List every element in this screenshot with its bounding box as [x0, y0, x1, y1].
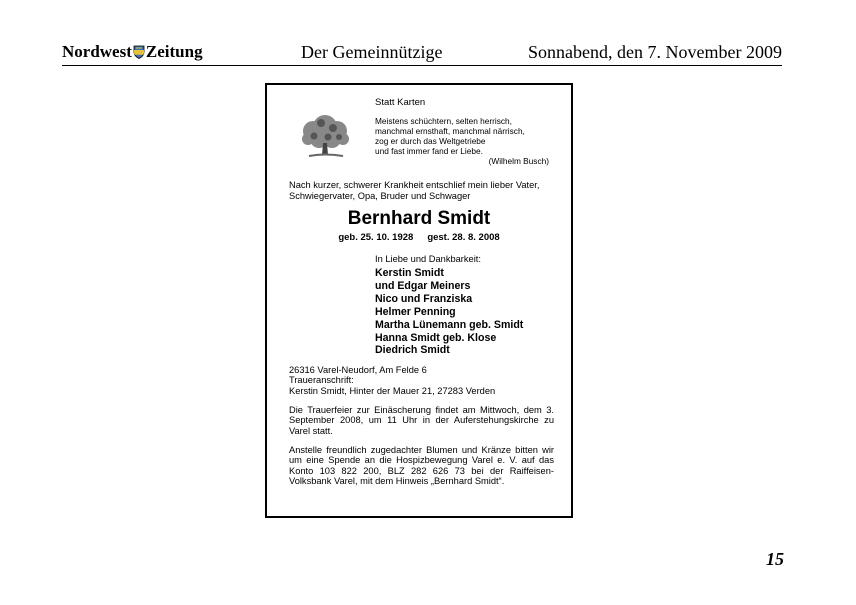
- verse-line: zog er durch das Weltgetriebe: [375, 136, 486, 147]
- mourner-name: Diedrich Smidt: [375, 344, 450, 357]
- poem-verse: [375, 116, 555, 166]
- crest-icon: [133, 45, 145, 59]
- obituary-notice: [265, 83, 573, 518]
- funeral-info-paragraph: Die Trauerfeier zur Einäscherung findet am Mittwoch, dem 3. September 2008, um 11 Uhr in der Auferstehungskirche zu Varel statt.: [289, 405, 554, 436]
- newspaper-header: [62, 42, 782, 64]
- page-number: 15: [766, 549, 784, 569]
- statt-karten-label: Statt Karten: [375, 97, 426, 108]
- address-line: Traueranschrift:: [289, 375, 354, 386]
- life-dates: [267, 233, 571, 244]
- section-title: Der Gemeinnützige: [301, 42, 443, 62]
- verse-author: (Wilhelm Busch): [488, 156, 549, 167]
- mourner-name: Kerstin Smidt: [375, 267, 444, 279]
- publication-name-left: Nordwest: [62, 42, 132, 61]
- address-line: Kerstin Smidt, Hinter der Mauer 21, 27283 Verden: [289, 385, 496, 396]
- tree-icon: [299, 109, 351, 161]
- mourner-name: Helmer Penning: [375, 305, 456, 318]
- mourner-name: Martha Lünemann geb. Smidt: [375, 318, 524, 331]
- address-block: [289, 365, 495, 396]
- verse-line: manchmal ernsthaft, manchmal närrisch,: [375, 126, 525, 137]
- issue-date: Sonnabend, den 7. November 2009: [528, 42, 782, 62]
- love-gratitude-line: In Liebe und Dankbarkeit:: [375, 254, 481, 264]
- address-line: 26316 Varel-Neudorf, Am Felde 6: [289, 365, 427, 375]
- mourner-name: Hanna Smidt geb. Klose: [375, 331, 497, 344]
- header-divider: [62, 65, 782, 66]
- mourner-name: Nico und Franziska: [375, 292, 473, 305]
- verse-line: Meistens schüchtern, selten herrisch,: [375, 116, 512, 126]
- death-date: gest. 28. 8. 2008: [427, 232, 500, 243]
- birth-date: geb. 25. 10. 1928: [338, 232, 414, 243]
- publication-name: [62, 42, 203, 62]
- deceased-name: Bernhard Smidt: [347, 208, 491, 229]
- verse-line: und fast immer fand er Liebe.: [375, 146, 483, 157]
- publication-name-right: Zeitung: [145, 42, 203, 61]
- intro-text: Nach kurzer, schwerer Krankheit entschlief mein lieber Vater, Schwiegervater, Opa, Bruder und Schwager: [289, 180, 540, 201]
- mourner-name: und Edgar Meiners: [375, 279, 471, 292]
- mourners-list: [375, 267, 523, 357]
- donation-paragraph: Anstelle freundlich zugedachter Blumen und Kränze bitten wir um eine Spende an die Hospizbewegung Varel e. V. auf das Konto 103 822 200, BLZ 282 626 73 bei der Raiffeisen-Volksbank Varel, mit dem Hinweis „Bernhard Smidt“.: [289, 445, 554, 487]
